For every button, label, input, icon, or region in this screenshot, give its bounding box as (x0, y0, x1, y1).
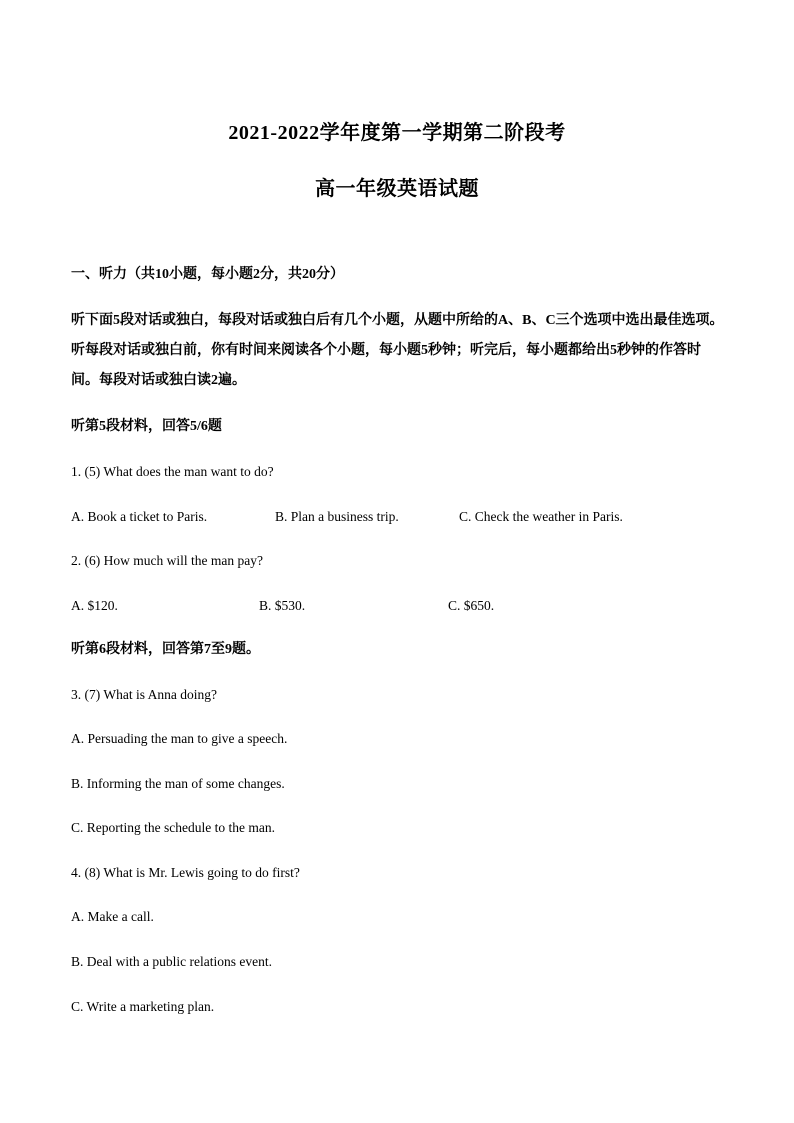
question-2-stem: 2. (6) How much will the man pay? (71, 553, 263, 568)
question-4-option-b: B. Deal with a public relations event. (71, 954, 272, 969)
exam-title: 2021-2022学年度第一学期第二阶段考 (228, 122, 566, 144)
exam-subtitle: 高一年级英语试题 (315, 178, 479, 200)
section-heading-listening: 一、听力（共10小题，每小题2分，共20分） (71, 267, 344, 282)
question-3-stem: 3. (7) What is Anna doing? (71, 687, 217, 702)
question-1-option-a: A. Book a ticket to Paris. (71, 509, 208, 524)
question-4-stem: 4. (8) What is Mr. Lewis going to do first? (71, 865, 300, 880)
question-3-option-c: C. Reporting the schedule to the man. (71, 820, 275, 835)
group-heading-5: 听第5段材料，回答5/6题 (71, 419, 222, 434)
question-1-option-b: B. Plan a business trip. (275, 509, 399, 524)
question-3-option-b: B. Informing the man of some changes. (71, 776, 285, 791)
instruction-line-3: 间。每段对话或独白读2遍。 (71, 373, 246, 388)
instruction-line-2: 听每段对话或独白前，你有时间来阅读各个小题，每小题5秒钟；听完后，每小题都给出5秒钟的作答时 (71, 343, 701, 358)
question-4-option-a: A. Make a call. (71, 909, 154, 924)
question-2-option-c: C. $650. (448, 598, 495, 613)
question-3-option-a: A. Persuading the man to give a speech. (71, 731, 288, 746)
question-1-stem: 1. (5) What does the man want to do? (71, 464, 274, 479)
group-heading-6: 听第6段材料，回答第7至9题。 (71, 642, 260, 657)
question-4-option-c: C. Write a marketing plan. (71, 999, 215, 1014)
question-2-option-b: B. $530. (259, 598, 306, 613)
instruction-line-1: 听下面5段对话或独白，每段对话或独白后有几个小题，从题中所给的A、B、C三个选项中选出最佳选项。 (71, 313, 724, 328)
question-2-option-a: A. $120. (71, 598, 118, 613)
question-1-option-c: C. Check the weather in Paris. (459, 509, 623, 524)
